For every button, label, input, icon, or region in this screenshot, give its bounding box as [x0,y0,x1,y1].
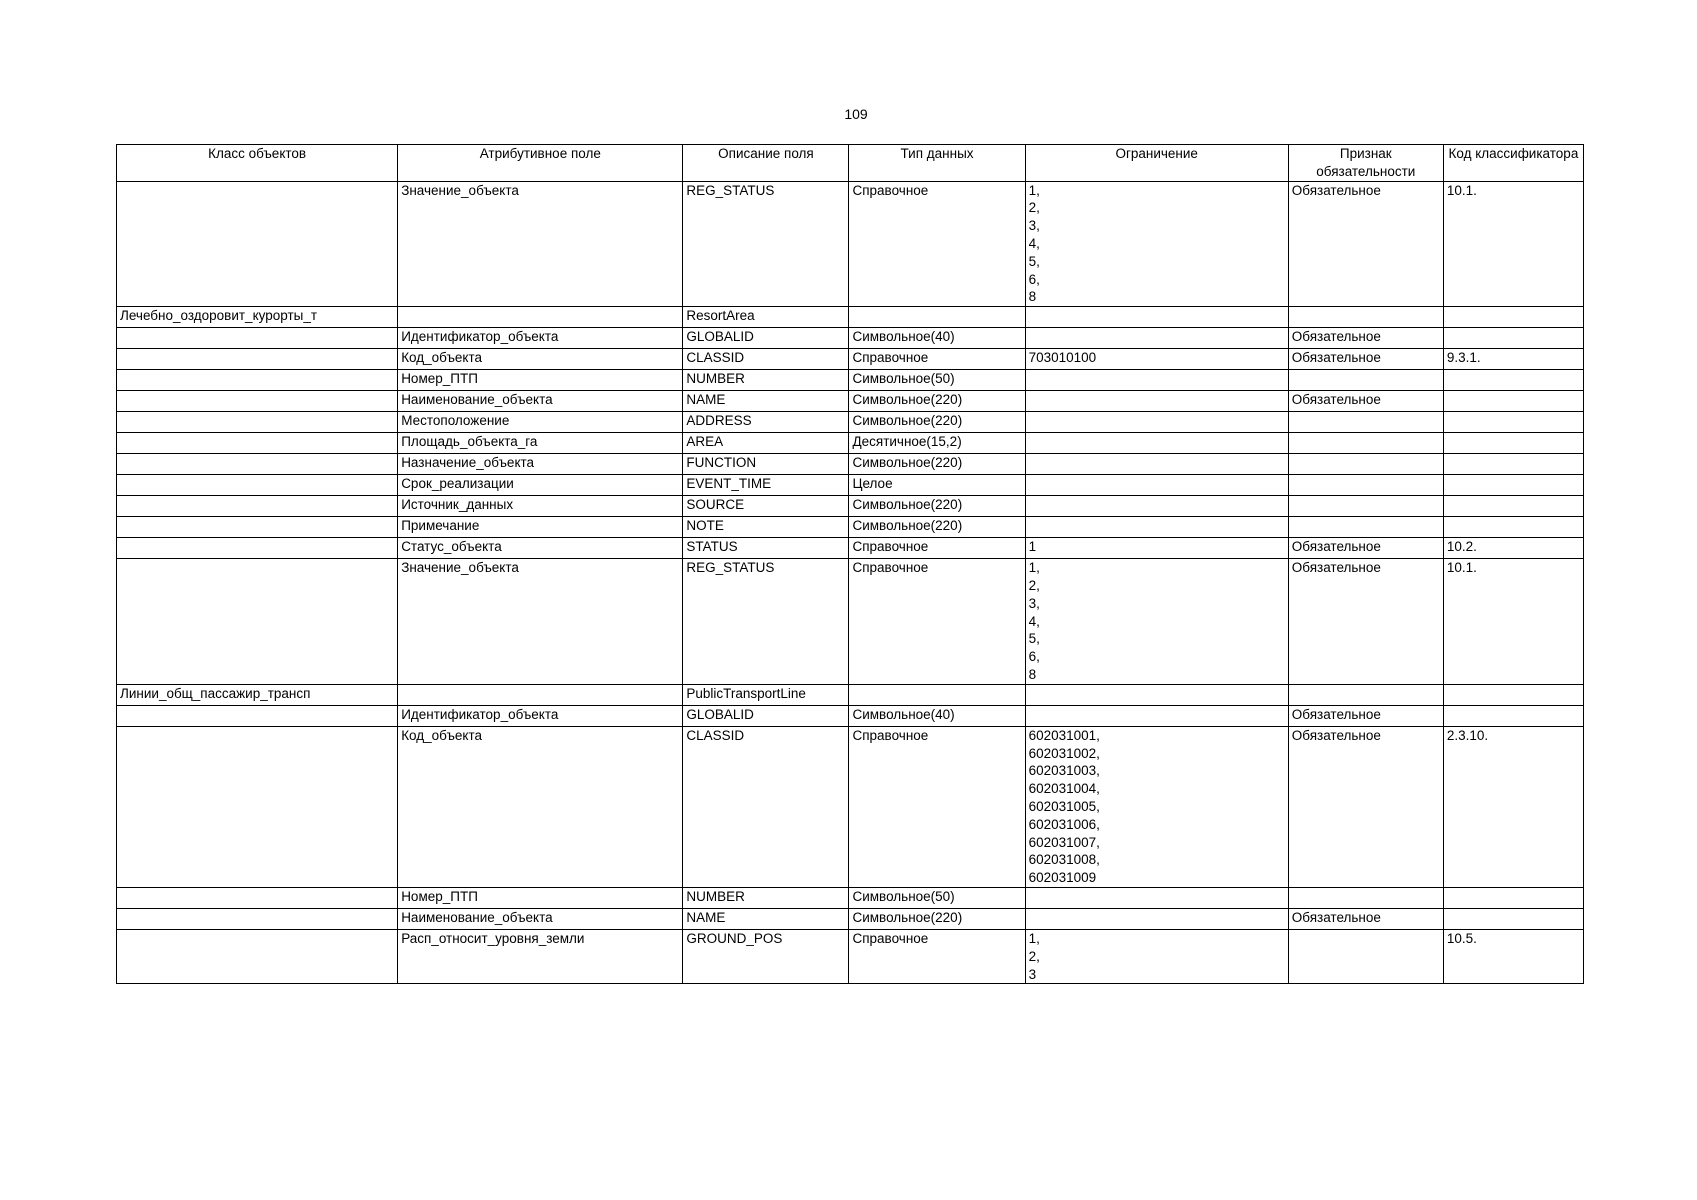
data-type-cell: Символьное(220) [849,391,1025,412]
classifier-code-cell: 10.1. [1443,181,1583,307]
table-row [117,181,1584,307]
field-description-cell: NOTE [683,517,849,538]
field-description-cell: AREA [683,433,849,454]
object-class-cell [117,705,398,726]
object-class-cell [117,929,398,983]
classifier-code-cell [1443,887,1583,908]
table-row [117,454,1584,475]
field-description-cell: GROUND_POS [683,929,849,983]
required-flag-cell: Обязательное [1288,726,1443,887]
classifier-code-cell [1443,412,1583,433]
required-flag-cell: Обязательное [1288,181,1443,307]
data-type-cell [849,307,1025,328]
classifier-code-cell: 10.5. [1443,929,1583,983]
field-description-cell: ADDRESS [683,412,849,433]
field-description-cell: CLASSID [683,349,849,370]
field-description-cell: PublicTransportLine [683,684,849,705]
classifier-code-cell: 9.3.1. [1443,349,1583,370]
object-class-cell [117,908,398,929]
header-restriction: Ограничение [1025,145,1288,182]
attribute-field-cell [398,684,683,705]
required-flag-cell: Обязательное [1288,705,1443,726]
data-type-cell: Справочное [849,349,1025,370]
restriction-cell: 1 [1025,538,1288,559]
restriction-cell: 703010100 [1025,349,1288,370]
table-row [117,726,1584,887]
required-flag-cell: Обязательное [1288,349,1443,370]
classifier-code-cell [1443,705,1583,726]
restriction-cell: 1, 2, 3, 4, 5, 6, 8 [1025,559,1288,685]
attribute-field-cell: Срок_реализации [398,475,683,496]
header-field-description: Описание поля [683,145,849,182]
attribute-field-cell: Расп_относит_уровня_земли [398,929,683,983]
object-class-cell [117,328,398,349]
table-row [117,328,1584,349]
classifier-code-cell [1443,496,1583,517]
classifier-code-cell [1443,908,1583,929]
attribute-field-cell: Номер_ПТП [398,887,683,908]
attribute-field-cell: Идентификатор_объекта [398,328,683,349]
attribute-field-cell: Примечание [398,517,683,538]
table-row [117,349,1584,370]
data-type-cell [849,684,1025,705]
attribute-field-cell: Код_объекта [398,349,683,370]
data-type-cell: Символьное(40) [849,705,1025,726]
data-type-cell: Справочное [849,538,1025,559]
table-row [117,433,1584,454]
field-description-cell: GLOBALID [683,705,849,726]
object-class-cell [117,726,398,887]
classifier-code-cell: 10.2. [1443,538,1583,559]
required-flag-cell [1288,496,1443,517]
restriction-cell [1025,887,1288,908]
classifier-code-cell [1443,307,1583,328]
table-row [117,370,1584,391]
table-row [117,705,1584,726]
data-type-cell: Символьное(220) [849,454,1025,475]
classifier-code-cell [1443,684,1583,705]
attribute-field-cell: Местоположение [398,412,683,433]
restriction-cell [1025,705,1288,726]
table-row [117,684,1584,705]
attribute-field-cell: Код_объекта [398,726,683,887]
restriction-cell [1025,475,1288,496]
data-type-cell: Справочное [849,559,1025,685]
object-class-cell [117,887,398,908]
data-type-cell: Символьное(220) [849,412,1025,433]
data-type-cell: Символьное(220) [849,496,1025,517]
table-row [117,517,1584,538]
required-flag-cell [1288,454,1443,475]
required-flag-cell [1288,684,1443,705]
required-flag-cell [1288,307,1443,328]
restriction-cell [1025,328,1288,349]
object-class-cell [117,496,398,517]
data-type-cell: Справочное [849,929,1025,983]
field-description-cell: NUMBER [683,887,849,908]
object-class-cell [117,454,398,475]
table-row [117,412,1584,433]
attribute-field-cell: Статус_объекта [398,538,683,559]
header-required-flag: Признак обязательности [1288,145,1443,182]
classifier-code-cell: 10.1. [1443,559,1583,685]
object-class-cell [117,412,398,433]
object-class-cell [117,391,398,412]
header-attribute-field: Атрибутивное поле [398,145,683,182]
restriction-cell [1025,433,1288,454]
data-type-cell: Символьное(50) [849,887,1025,908]
restriction-cell [1025,391,1288,412]
restriction-cell: 1, 2, 3 [1025,929,1288,983]
attribute-field-cell: Номер_ПТП [398,370,683,391]
object-class-cell [117,181,398,307]
classifier-code-cell [1443,517,1583,538]
required-flag-cell [1288,475,1443,496]
attribute-field-cell: Идентификатор_объекта [398,705,683,726]
table-row [117,929,1584,983]
data-type-cell: Справочное [849,181,1025,307]
object-class-cell [117,559,398,685]
object-class-cell [117,433,398,454]
table-row [117,391,1584,412]
restriction-cell [1025,454,1288,475]
restriction-cell [1025,412,1288,433]
classifier-code-cell [1443,475,1583,496]
classifier-code-cell [1443,391,1583,412]
table-row [117,475,1584,496]
field-description-cell: SOURCE [683,496,849,517]
restriction-cell [1025,684,1288,705]
field-description-cell: ResortArea [683,307,849,328]
attribute-field-cell: Наименование_объекта [398,391,683,412]
restriction-cell [1025,307,1288,328]
page-number: 109 [844,106,868,122]
classifier-code-cell [1443,454,1583,475]
data-type-cell: Символьное(50) [849,370,1025,391]
field-description-cell: REG_STATUS [683,559,849,685]
table-header-row [117,145,1584,182]
field-description-cell: NAME [683,391,849,412]
field-description-cell: STATUS [683,538,849,559]
object-class-cell [117,517,398,538]
field-description-cell: FUNCTION [683,454,849,475]
data-type-cell: Целое [849,475,1025,496]
restriction-cell [1025,496,1288,517]
data-type-cell: Символьное(220) [849,517,1025,538]
field-description-cell: REG_STATUS [683,181,849,307]
table-row [117,496,1584,517]
required-flag-cell [1288,517,1443,538]
object-class-cell [117,475,398,496]
restriction-cell [1025,517,1288,538]
table-row [117,538,1584,559]
field-description-cell: EVENT_TIME [683,475,849,496]
field-description-cell: NUMBER [683,370,849,391]
required-flag-cell: Обязательное [1288,391,1443,412]
required-flag-cell: Обязательное [1288,538,1443,559]
attribute-field-cell: Значение_объекта [398,559,683,685]
table-row [117,908,1584,929]
attribute-table [116,144,1584,984]
table-row [117,307,1584,328]
classifier-code-cell: 2.3.10. [1443,726,1583,887]
restriction-cell: 1, 2, 3, 4, 5, 6, 8 [1025,181,1288,307]
attribute-field-cell: Назначение_объекта [398,454,683,475]
data-type-cell: Справочное [849,726,1025,887]
field-description-cell: GLOBALID [683,328,849,349]
classifier-code-cell [1443,328,1583,349]
required-flag-cell: Обязательное [1288,328,1443,349]
object-class-cell [117,370,398,391]
restriction-cell [1025,370,1288,391]
required-flag-cell [1288,887,1443,908]
table-row [117,559,1584,685]
required-flag-cell [1288,370,1443,391]
required-flag-cell [1288,433,1443,454]
data-type-cell: Символьное(40) [849,328,1025,349]
required-flag-cell [1288,929,1443,983]
attribute-field-cell [398,307,683,328]
object-class-cell [117,349,398,370]
classifier-code-cell [1443,433,1583,454]
attribute-field-cell: Площадь_объекта_га [398,433,683,454]
required-flag-cell [1288,412,1443,433]
restriction-cell [1025,908,1288,929]
attribute-field-cell: Значение_объекта [398,181,683,307]
object-class-cell: Линии_общ_пассажир_трансп [117,684,398,705]
field-description-cell: CLASSID [683,726,849,887]
header-classifier-code: Код классификатора [1443,145,1583,182]
required-flag-cell: Обязательное [1288,559,1443,685]
header-data-type: Тип данных [849,145,1025,182]
restriction-cell: 602031001, 602031002, 602031003, 602031004, 602031005, 602031006, 602031007, 602031008, 602031009 [1025,726,1288,887]
header-object-class: Класс объектов [117,145,398,182]
table-row [117,887,1584,908]
classifier-code-cell [1443,370,1583,391]
object-class-cell [117,538,398,559]
attribute-field-cell: Наименование_объекта [398,908,683,929]
object-class-cell: Лечебно_оздоровит_курорты_т [117,307,398,328]
data-type-cell: Десятичное(15,2) [849,433,1025,454]
data-type-cell: Символьное(220) [849,908,1025,929]
attribute-field-cell: Источник_данных [398,496,683,517]
required-flag-cell: Обязательное [1288,908,1443,929]
field-description-cell: NAME [683,908,849,929]
